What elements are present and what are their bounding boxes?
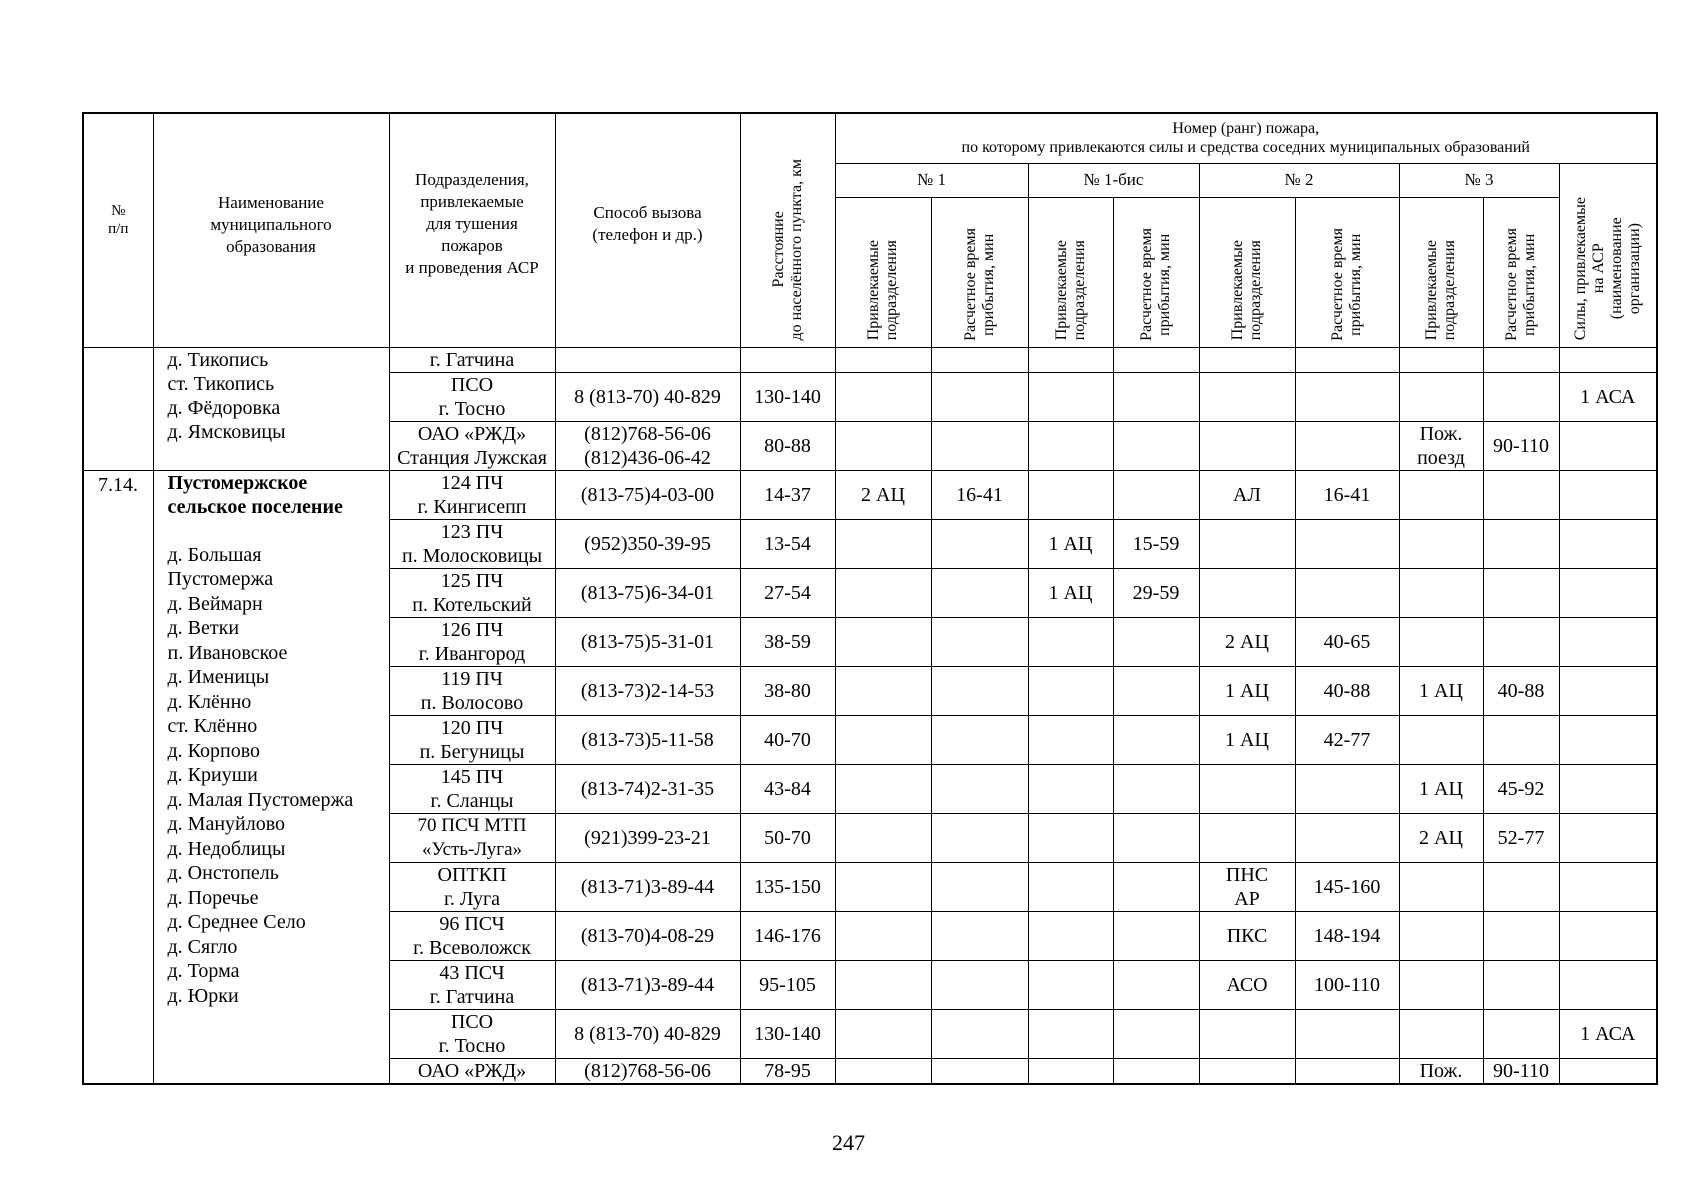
r3u-cell bbox=[1399, 470, 1483, 519]
header-r1-time-cell bbox=[931, 197, 1028, 347]
r1u-cell: 2 АЦ bbox=[835, 470, 931, 519]
r1bu-cell bbox=[1028, 1058, 1113, 1084]
r2t-cell bbox=[1295, 813, 1399, 862]
r2t-cell bbox=[1295, 421, 1399, 470]
header-rank-1: № 1 bbox=[835, 163, 1028, 197]
header-rank-3: № 3 bbox=[1399, 163, 1559, 197]
unit-cell: ОАО «РЖД» bbox=[389, 1058, 555, 1084]
header-r3-units: Привлекаемые подразделения bbox=[1423, 240, 1458, 341]
r2u-cell: 1 АЦ bbox=[1199, 666, 1295, 715]
r3t-cell bbox=[1483, 960, 1559, 1009]
dist-cell: 43-84 bbox=[740, 764, 835, 813]
header-rank-1bis: № 1-бис bbox=[1028, 163, 1199, 197]
r1u-cell bbox=[835, 372, 931, 421]
r3t-cell bbox=[1483, 372, 1559, 421]
r3t-cell: 45-92 bbox=[1483, 764, 1559, 813]
r1bt-cell bbox=[1113, 470, 1199, 519]
r3u-cell: Пож. bbox=[1399, 1058, 1483, 1084]
unit-cell: ОПТКП г. Луга bbox=[389, 862, 555, 911]
page-number: 247 bbox=[832, 1130, 865, 1155]
r3t-cell bbox=[1483, 617, 1559, 666]
asr-cell bbox=[1559, 911, 1657, 960]
asr-cell bbox=[1559, 666, 1657, 715]
asr-cell bbox=[1559, 421, 1657, 470]
r2u-cell bbox=[1199, 568, 1295, 617]
table-row bbox=[83, 470, 1657, 519]
r1t-cell bbox=[931, 1009, 1028, 1058]
r3u-cell bbox=[1399, 372, 1483, 421]
r3t-cell bbox=[1483, 519, 1559, 568]
unit-cell: 120 ПЧ п. Бегуницы bbox=[389, 715, 555, 764]
r1bt-cell bbox=[1113, 1009, 1199, 1058]
r2u-cell: АСО bbox=[1199, 960, 1295, 1009]
r2u-cell bbox=[1199, 421, 1295, 470]
r2u-cell: ПКС bbox=[1199, 911, 1295, 960]
r1u-cell bbox=[835, 421, 931, 470]
r1t-cell bbox=[931, 813, 1028, 862]
header-r2-time-cell bbox=[1295, 197, 1399, 347]
r2t-cell: 148-194 bbox=[1295, 911, 1399, 960]
r1u-cell bbox=[835, 1058, 931, 1084]
r1u-cell bbox=[835, 813, 931, 862]
header-r1b-time: Расчетное время прибытия, мин bbox=[1138, 227, 1173, 341]
r1bt-cell bbox=[1113, 1058, 1199, 1084]
r2u-cell: 2 АЦ bbox=[1199, 617, 1295, 666]
r3u-cell bbox=[1399, 1009, 1483, 1058]
header-asr-forces: Силы, привлекаемые на АСР (наименование организации) bbox=[1571, 197, 1643, 341]
asr-cell bbox=[1559, 960, 1657, 1009]
r1t-cell bbox=[931, 960, 1028, 1009]
unit-cell: 126 ПЧ г. Ивангород bbox=[389, 617, 555, 666]
r2t-cell bbox=[1295, 1009, 1399, 1058]
r3t-cell bbox=[1483, 470, 1559, 519]
r1t-cell bbox=[931, 519, 1028, 568]
r2t-cell bbox=[1295, 764, 1399, 813]
r1bt-cell bbox=[1113, 372, 1199, 421]
r3u-cell bbox=[1399, 617, 1483, 666]
table-row bbox=[83, 347, 1657, 372]
r1bt-cell bbox=[1113, 764, 1199, 813]
r1t-cell bbox=[931, 421, 1028, 470]
dist-cell: 80-88 bbox=[740, 421, 835, 470]
header-r1b-time-cell bbox=[1113, 197, 1199, 347]
r1u-cell bbox=[835, 960, 931, 1009]
asr-cell bbox=[1559, 347, 1657, 372]
r2u-cell bbox=[1199, 347, 1295, 372]
call-cell: (813-70)4-08-29 bbox=[555, 911, 740, 960]
r3u-cell bbox=[1399, 568, 1483, 617]
r3u-cell: 1 АЦ bbox=[1399, 666, 1483, 715]
r1t-cell bbox=[931, 617, 1028, 666]
r1u-cell bbox=[835, 1009, 931, 1058]
dist-cell: 13-54 bbox=[740, 519, 835, 568]
call-cell: (813-75)4-03-00 bbox=[555, 470, 740, 519]
r2u-cell bbox=[1199, 813, 1295, 862]
prev-num-cell bbox=[83, 347, 153, 470]
r3t-cell: 90-110 bbox=[1483, 1058, 1559, 1084]
r2u-cell bbox=[1199, 519, 1295, 568]
unit-cell: 43 ПСЧ г. Гатчина bbox=[389, 960, 555, 1009]
unit-cell: 119 ПЧ п. Волосово bbox=[389, 666, 555, 715]
r2u-cell: 1 АЦ bbox=[1199, 715, 1295, 764]
r2u-cell: АЛ bbox=[1199, 470, 1295, 519]
header-rank-2: № 2 bbox=[1199, 163, 1399, 197]
r3u-cell bbox=[1399, 911, 1483, 960]
r1bu-cell bbox=[1028, 715, 1113, 764]
r3t-cell bbox=[1483, 568, 1559, 617]
r1bu-cell bbox=[1028, 1009, 1113, 1058]
dist-cell: 40-70 bbox=[740, 715, 835, 764]
dist-cell: 50-70 bbox=[740, 813, 835, 862]
asr-cell bbox=[1559, 568, 1657, 617]
r1bt-cell bbox=[1113, 813, 1199, 862]
header-r2-units: Привлекаемые подразделения bbox=[1229, 240, 1264, 341]
dist-cell: 146-176 bbox=[740, 911, 835, 960]
r1bt-cell bbox=[1113, 666, 1199, 715]
r1u-cell bbox=[835, 666, 931, 715]
header-distance-cell bbox=[740, 113, 835, 347]
r2u-cell bbox=[1199, 764, 1295, 813]
r1u-cell bbox=[835, 617, 931, 666]
header-r3-time-cell bbox=[1483, 197, 1559, 347]
r3u-cell bbox=[1399, 347, 1483, 372]
r1t-cell bbox=[931, 568, 1028, 617]
r3t-cell bbox=[1483, 347, 1559, 372]
r1bu-cell bbox=[1028, 911, 1113, 960]
r3t-cell bbox=[1483, 911, 1559, 960]
r3t-cell: 52-77 bbox=[1483, 813, 1559, 862]
r1bu-cell bbox=[1028, 347, 1113, 372]
r2t-cell: 100-110 bbox=[1295, 960, 1399, 1009]
r1bu-cell: 1 АЦ bbox=[1028, 519, 1113, 568]
fire-forces-table bbox=[82, 112, 1658, 1085]
r3u-cell: 1 АЦ bbox=[1399, 764, 1483, 813]
r3t-cell bbox=[1483, 715, 1559, 764]
asr-cell bbox=[1559, 813, 1657, 862]
dist-cell: 78-95 bbox=[740, 1058, 835, 1084]
header-fire-rank: Номер (ранг) пожара, по которому привлекаются силы и средства соседних муниципальных образований bbox=[835, 113, 1657, 163]
r1t-cell bbox=[931, 347, 1028, 372]
asr-cell bbox=[1559, 617, 1657, 666]
r1t-cell bbox=[931, 862, 1028, 911]
unit-cell: ОАО «РЖД» Станция Лужская bbox=[389, 421, 555, 470]
r1u-cell bbox=[835, 764, 931, 813]
r3t-cell: 40-88 bbox=[1483, 666, 1559, 715]
r1u-cell bbox=[835, 911, 931, 960]
header-asr-cell bbox=[1559, 163, 1657, 347]
r1bt-cell bbox=[1113, 715, 1199, 764]
r3u-cell: 2 АЦ bbox=[1399, 813, 1483, 862]
r1bt-cell bbox=[1113, 347, 1199, 372]
call-cell: (813-73)5-11-58 bbox=[555, 715, 740, 764]
unit-cell: ПСО г. Тосно bbox=[389, 1009, 555, 1058]
dist-cell: 14-37 bbox=[740, 470, 835, 519]
r3t-cell bbox=[1483, 862, 1559, 911]
r2t-cell: 42-77 bbox=[1295, 715, 1399, 764]
unit-cell: 125 ПЧ п. Котельский bbox=[389, 568, 555, 617]
call-cell: 8 (813-70) 40-829 bbox=[555, 372, 740, 421]
r1bu-cell bbox=[1028, 617, 1113, 666]
r3u-cell bbox=[1399, 960, 1483, 1009]
r1bt-cell: 15-59 bbox=[1113, 519, 1199, 568]
unit-cell: 123 ПЧ п. Молосковицы bbox=[389, 519, 555, 568]
r1bt-cell bbox=[1113, 862, 1199, 911]
asr-cell bbox=[1559, 862, 1657, 911]
r2t-cell: 145-160 bbox=[1295, 862, 1399, 911]
r1t-cell bbox=[931, 764, 1028, 813]
unit-cell: г. Гатчина bbox=[389, 347, 555, 372]
r1u-cell bbox=[835, 347, 931, 372]
r2t-cell: 16-41 bbox=[1295, 470, 1399, 519]
call-cell: (952)350-39-95 bbox=[555, 519, 740, 568]
section-settlements: д. Большая Пустомержа д. Веймарн д. Ветки п. Ивановское д. Именицы д. Клённо ст. Клённо д. Корпово д. Криуши д. Малая Пустомержа д. Мануйлово д. Недоблицы д. Онстопель д. Поречье д. Среднее Село д. Сягло д. Торма д. Юрки bbox=[167, 543, 354, 1007]
r1u-cell bbox=[835, 568, 931, 617]
r2u-cell bbox=[1199, 1009, 1295, 1058]
header-r1-time: Расчетное время прибытия, мин bbox=[961, 227, 997, 341]
header-num: № п/п bbox=[83, 113, 153, 347]
header-r2-time: Расчетное время прибытия, мин bbox=[1329, 227, 1364, 341]
header-r1-units-cell bbox=[835, 197, 931, 347]
call-cell bbox=[555, 347, 740, 372]
call-cell: (813-75)6-34-01 bbox=[555, 568, 740, 617]
r1bu-cell bbox=[1028, 813, 1113, 862]
dist-cell: 130-140 bbox=[740, 1009, 835, 1058]
r1bt-cell bbox=[1113, 617, 1199, 666]
call-cell: (813-73)2-14-53 bbox=[555, 666, 740, 715]
call-cell: (812)768-56-06 (812)436-06-42 bbox=[555, 421, 740, 470]
r2t-cell: 40-65 bbox=[1295, 617, 1399, 666]
header-units: Подразделения, привлекаемые для тушения пожаров и проведения АСР bbox=[389, 113, 555, 347]
header-r3-time: Расчетное время прибытия, мин bbox=[1503, 227, 1538, 341]
r1u-cell bbox=[835, 862, 931, 911]
r2u-cell: ПНС АР bbox=[1199, 862, 1295, 911]
r2t-cell bbox=[1295, 568, 1399, 617]
section-name: Пустомержское сельское поселение bbox=[167, 471, 343, 518]
header-r1b-units-cell bbox=[1028, 197, 1113, 347]
header-distance: Расстояние до населённого пункта, км bbox=[769, 159, 805, 341]
r1t-cell bbox=[931, 911, 1028, 960]
header-call: Способ вызова (телефон и др.) bbox=[555, 113, 740, 347]
asr-cell bbox=[1559, 715, 1657, 764]
r1bu-cell bbox=[1028, 764, 1113, 813]
r1bu-cell bbox=[1028, 960, 1113, 1009]
dist-cell: 95-105 bbox=[740, 960, 835, 1009]
r1bu-cell: 1 АЦ bbox=[1028, 568, 1113, 617]
unit-cell: 96 ПСЧ г. Всеволожск bbox=[389, 911, 555, 960]
dist-cell bbox=[740, 347, 835, 372]
asr-cell bbox=[1559, 764, 1657, 813]
unit-cell: 70 ПСЧ МТП «Усть-Луга» bbox=[389, 813, 555, 862]
r1bu-cell bbox=[1028, 862, 1113, 911]
dist-cell: 38-59 bbox=[740, 617, 835, 666]
asr-cell: 1 АСА bbox=[1559, 372, 1657, 421]
asr-cell bbox=[1559, 1058, 1657, 1084]
r1bt-cell bbox=[1113, 911, 1199, 960]
r3t-cell: 90-110 bbox=[1483, 421, 1559, 470]
r1t-cell bbox=[931, 666, 1028, 715]
call-cell: 8 (813-70) 40-829 bbox=[555, 1009, 740, 1058]
r1u-cell bbox=[835, 519, 931, 568]
call-cell: (813-74)2-31-35 bbox=[555, 764, 740, 813]
r2u-cell bbox=[1199, 1058, 1295, 1084]
dist-cell: 135-150 bbox=[740, 862, 835, 911]
header-r3-units-cell bbox=[1399, 197, 1483, 347]
r1t-cell bbox=[931, 372, 1028, 421]
prev-settlements: д. Тикопись ст. Тикопись д. Фёдоровка д. Ямсковицы bbox=[153, 347, 389, 470]
unit-cell: 145 ПЧ г. Сланцы bbox=[389, 764, 555, 813]
r1t-cell: 16-41 bbox=[931, 470, 1028, 519]
r2t-cell: 40-88 bbox=[1295, 666, 1399, 715]
r1t-cell bbox=[931, 715, 1028, 764]
r1bt-cell bbox=[1113, 960, 1199, 1009]
r1u-cell bbox=[835, 715, 931, 764]
header-r1b-units: Привлекаемые подразделения bbox=[1052, 240, 1088, 341]
call-cell: (921)399-23-21 bbox=[555, 813, 740, 862]
dist-cell: 38-80 bbox=[740, 666, 835, 715]
asr-cell bbox=[1559, 470, 1657, 519]
unit-cell: 124 ПЧ г. Кингисепп bbox=[389, 470, 555, 519]
r3t-cell bbox=[1483, 1009, 1559, 1058]
r2u-cell bbox=[1199, 372, 1295, 421]
header-r1-units: Привлекаемые подразделения bbox=[865, 240, 900, 341]
r1bu-cell bbox=[1028, 666, 1113, 715]
call-cell: (813-71)3-89-44 bbox=[555, 862, 740, 911]
unit-cell: ПСО г. Тосно bbox=[389, 372, 555, 421]
r3u-cell: Пож. поезд bbox=[1399, 421, 1483, 470]
r2t-cell bbox=[1295, 1058, 1399, 1084]
r2t-cell bbox=[1295, 347, 1399, 372]
call-cell: (813-75)5-31-01 bbox=[555, 617, 740, 666]
r1bt-cell: 29-59 bbox=[1113, 568, 1199, 617]
asr-cell: 1 АСА bbox=[1559, 1009, 1657, 1058]
r1bu-cell bbox=[1028, 470, 1113, 519]
r3u-cell bbox=[1399, 862, 1483, 911]
dist-cell: 130-140 bbox=[740, 372, 835, 421]
r2t-cell bbox=[1295, 519, 1399, 568]
call-cell: (812)768-56-06 bbox=[555, 1058, 740, 1084]
section-municipality-cell bbox=[153, 470, 389, 1084]
header-municipality: Наименование муниципального образования bbox=[153, 113, 389, 347]
header-r2-units-cell bbox=[1199, 197, 1295, 347]
r1t-cell bbox=[931, 1058, 1028, 1084]
call-cell: (813-71)3-89-44 bbox=[555, 960, 740, 1009]
dist-cell: 27-54 bbox=[740, 568, 835, 617]
r1bt-cell bbox=[1113, 421, 1199, 470]
r3u-cell bbox=[1399, 715, 1483, 764]
asr-cell bbox=[1559, 519, 1657, 568]
r2t-cell bbox=[1295, 372, 1399, 421]
r1bu-cell bbox=[1028, 421, 1113, 470]
r3u-cell bbox=[1399, 519, 1483, 568]
r1bu-cell bbox=[1028, 372, 1113, 421]
section-num: 7.14. bbox=[83, 470, 153, 1084]
